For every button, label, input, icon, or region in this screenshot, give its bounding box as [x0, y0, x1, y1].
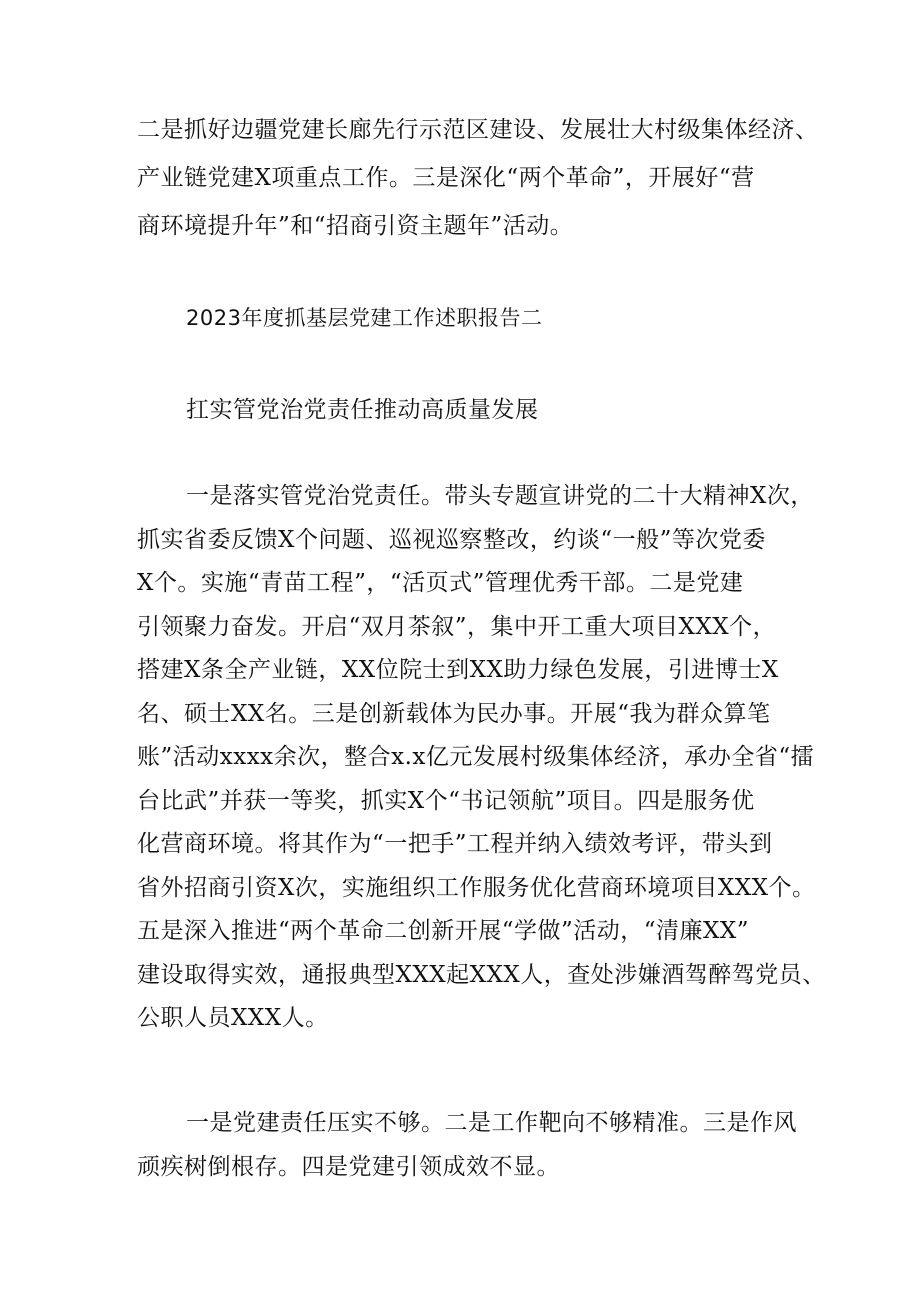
paragraph-line: 化营商环境。将其作为“一把手”工程并纳入绩效考评，带头到: [137, 831, 773, 857]
paragraph-line: 公职人员XXX人。: [137, 1005, 329, 1031]
paragraph-line: 顽疾树倒根存。四是党建引领成效不显。: [137, 1154, 560, 1180]
paragraph-line: 省外招商引资X次，实施组织工作服务优化营商环境项目XXX个。: [137, 875, 816, 901]
paragraph-line: 账”活动xxxx余次，整合x.x亿元发展村级集体经济，承办全省“擂: [137, 744, 815, 770]
paragraph-line: 二是抓好边疆党建长廊先行示范区建设、发展壮大村级集体经济、: [137, 117, 819, 143]
paragraph-line: 搭建X条全产业链，XX位院士到XX助力绿色发展，引进博士X: [137, 657, 779, 683]
paragraph-line: 名、硕士XX名。三是创新载体为民办事。开展“我为群众算笔: [137, 701, 771, 727]
paragraph-line: 台比武”并获一等奖，抓实X个“书记领航”项目。四是服务优: [137, 788, 755, 814]
paragraph-line: 建设取得实效，通报典型XXX起XXX人，查处涉嫌酒驾醉驾党员、: [137, 962, 826, 988]
paragraph-line: 商环境提升年”和“招商引资主题年”活动。: [137, 213, 574, 239]
document-subtitle: 扛实管党治党责任推动高质量发展: [186, 397, 539, 423]
document-title: 2023年度抓基层党建工作述职报告二: [186, 306, 543, 330]
paragraph-line: 抓实省委反馈X个问题、巡视巡察整改，约谈“一般”等次党委: [137, 527, 766, 553]
paragraph-line: X个。实施“青苗工程”，“活页式”管理优秀干部。二是党建: [137, 570, 744, 596]
paragraph-line: 引领聚力奋发。开启“双月茶叙”，集中开工重大项目XXX个，: [137, 614, 777, 640]
paragraph-line: 一是党建责任压实不够。二是工作靶向不够精准。三是作风: [186, 1110, 797, 1136]
paragraph-line: 一是落实管党治党责任。带头专题宣讲党的二十大精神X次，: [186, 483, 814, 509]
paragraph-line: 产业链党建X项重点工作。三是深化“两个革命”，开展好“营: [137, 165, 755, 191]
paragraph-line: 五是深入推进“两个革命二创新开展“学做”活动，“清廉XX”: [137, 918, 750, 944]
